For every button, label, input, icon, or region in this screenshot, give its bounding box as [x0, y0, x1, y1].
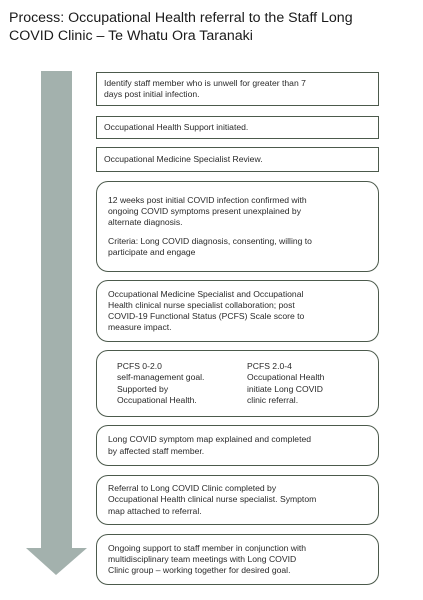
step-symptom-map: Long COVID symptom map explained and completed by affected staff member.	[96, 425, 379, 466]
criteria-confirmation-text: 12 weeks post initial COVID infection confirmed with ongoing COVID symptoms present unexplained by alternate diagnosis.	[108, 194, 307, 228]
criteria-list-text: Criteria: Long COVID diagnosis, consenting, willing to participate and engage	[108, 235, 312, 257]
pcfs-self-management-pathway: PCFS 0-2.0 self-management goal. Supported by Occupational Health.	[117, 361, 205, 405]
step-occupational-health-support: Occupational Health Support initiated.	[96, 116, 379, 139]
step-ongoing-support: Ongoing support to staff member in conjunction with multidisciplinary team meetings with Long COVID Clinic group – working together for desired goal.	[96, 534, 379, 585]
step-specialist-review: Occupational Medicine Specialist Review.	[96, 147, 379, 172]
step-criteria	[96, 181, 379, 272]
page-title-line-2: COVID Clinic – Te Whatu Ora Taranaki	[9, 28, 253, 44]
step-clinic-referral: Referral to Long COVID Clinic completed by Occupational Health clinical nurse specialist. Symptom map attached to referral.	[96, 475, 379, 525]
step-pcfs-pathways	[96, 350, 379, 417]
step-identify-staff: Identify staff member who is unwell for greater than 7 days post initial infection.	[96, 72, 379, 106]
page-title-line-1: Process: Occupational Health referral to the Staff Long	[9, 10, 353, 26]
page-title	[9, 9, 414, 45]
step-specialist-collaboration: Occupational Medicine Specialist and Occupational Health clinical nurse specialist collaboration; post COVID-19 Functional Status (PCFS) Scale score to measure impact.	[96, 280, 379, 342]
pcfs-clinic-referral-pathway: PCFS 2.0-4 Occupational Health initiate Long COVID clinic referral.	[247, 361, 325, 405]
